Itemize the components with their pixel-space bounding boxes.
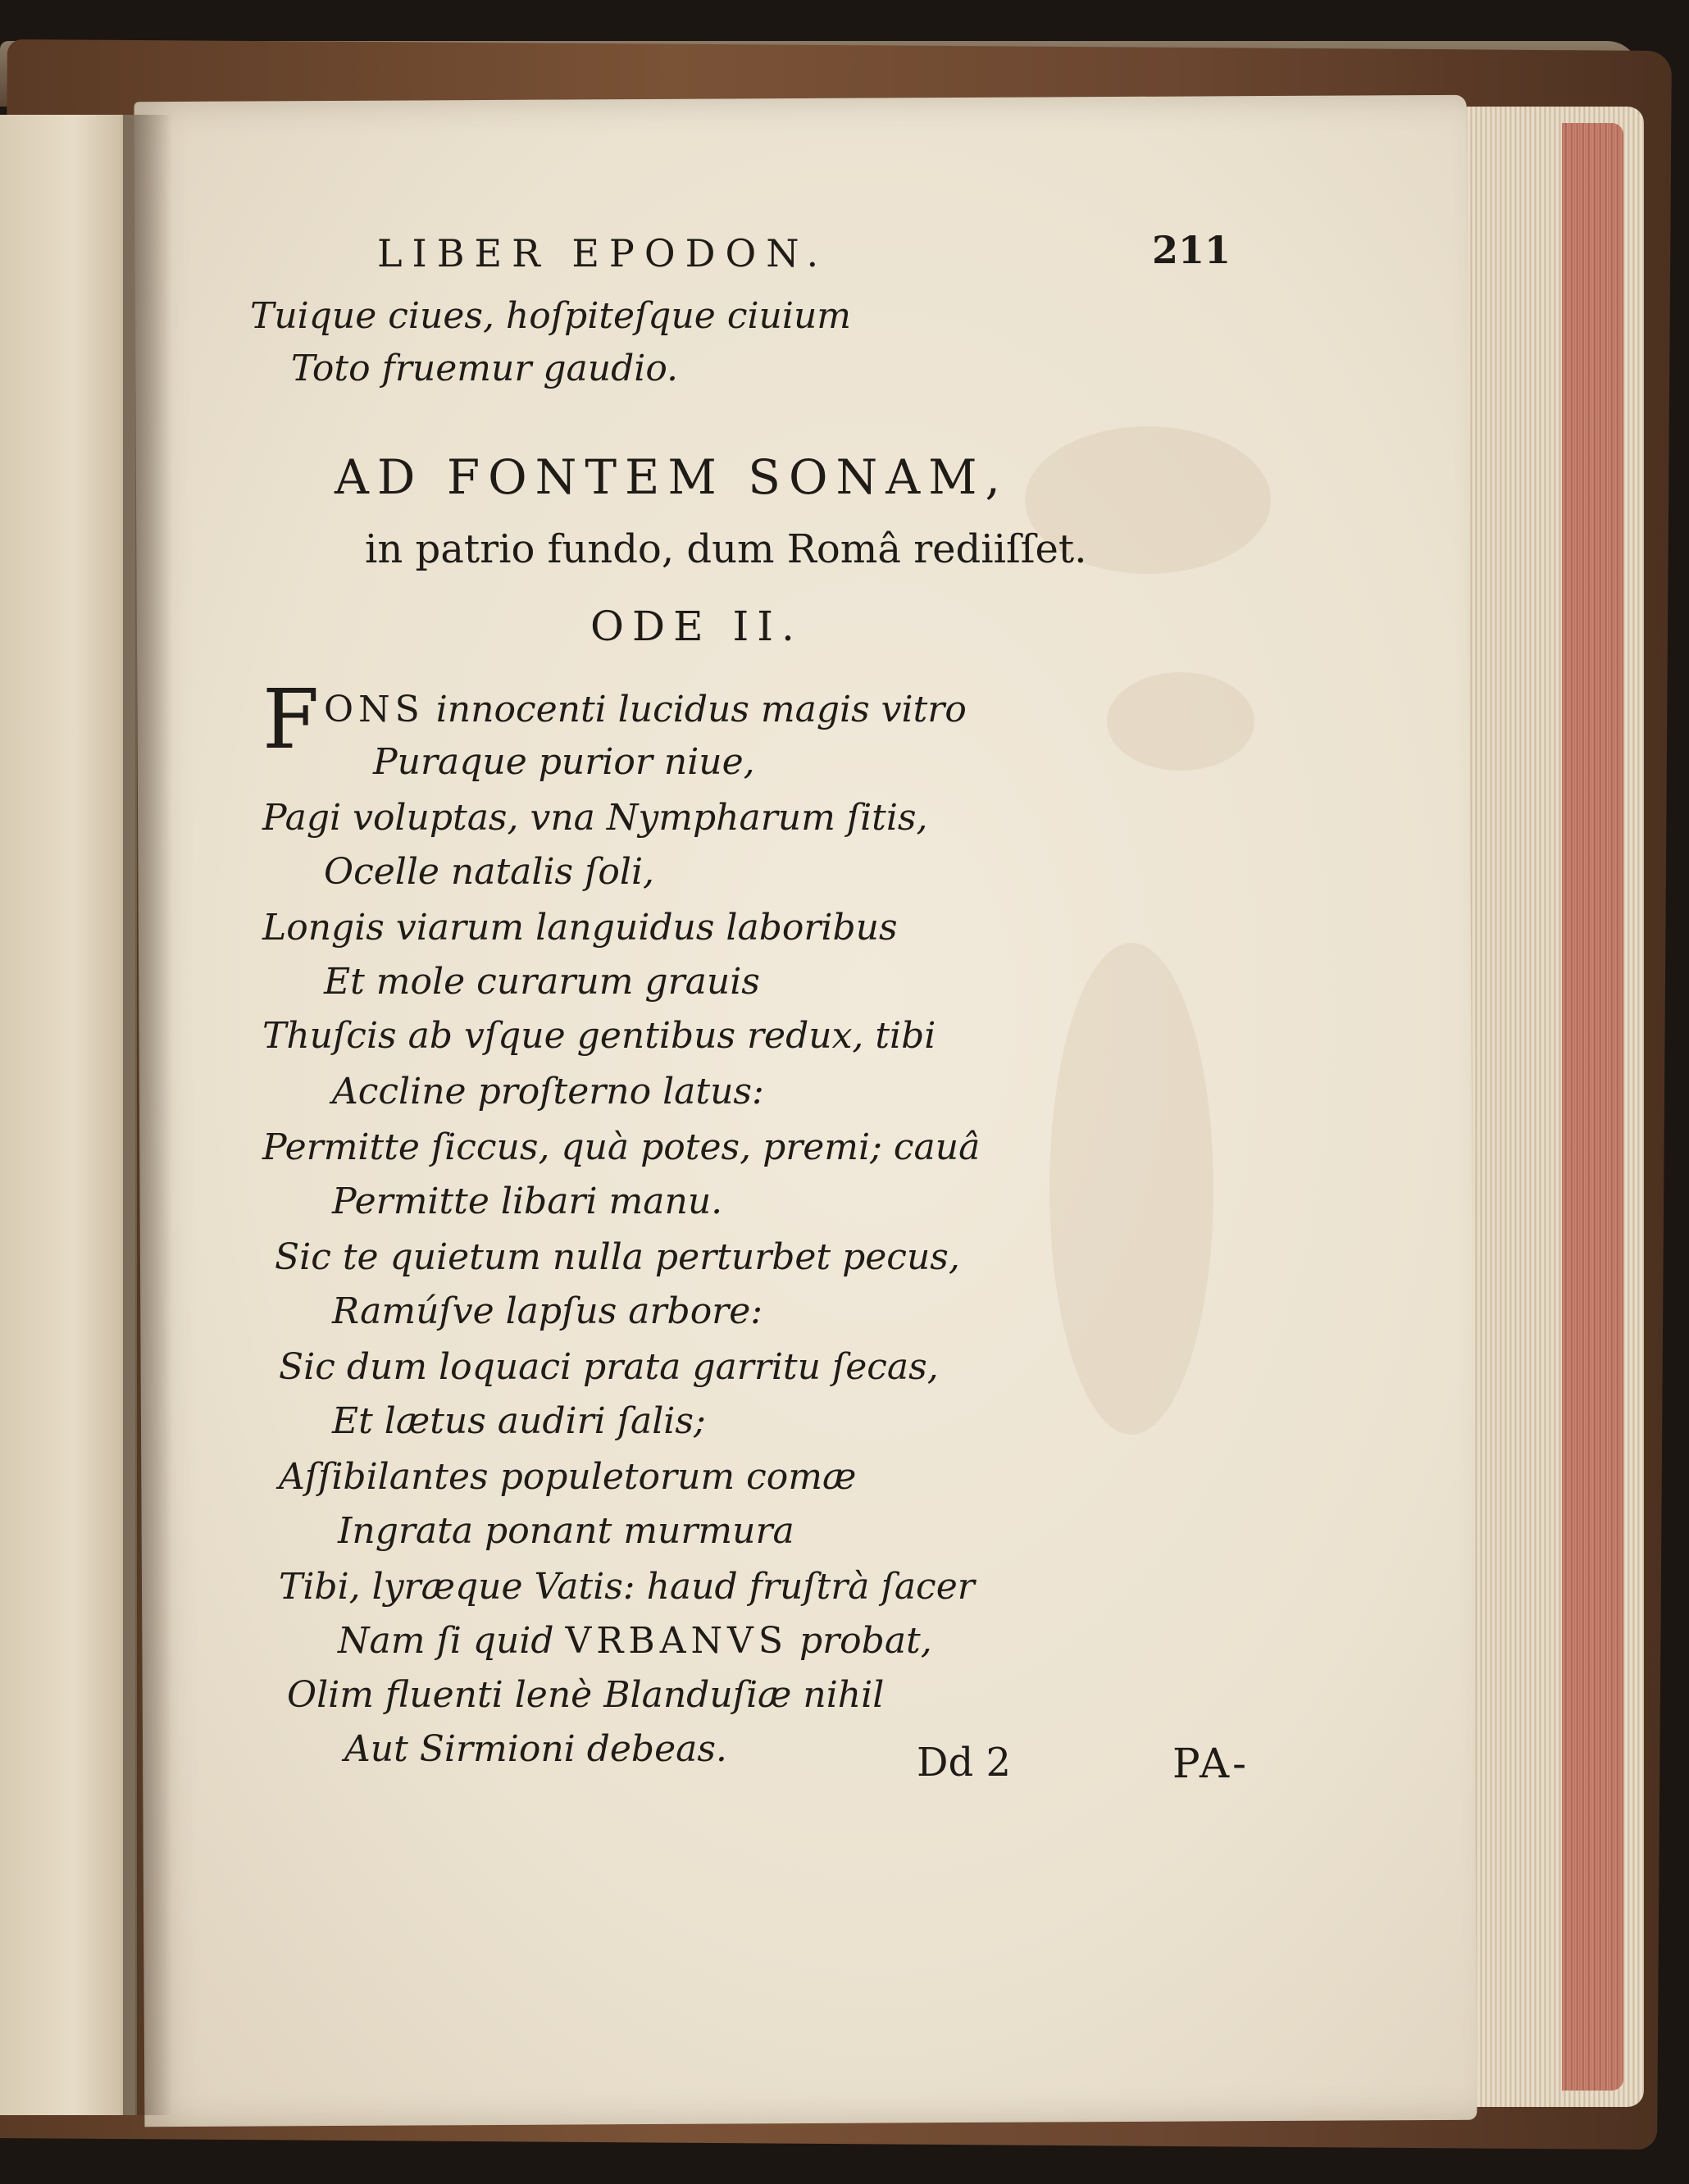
verse-line: Toto fruemur gaudio. [291, 348, 679, 389]
verse-line: Pagi voluptas, vna Nympharum ſitis, [262, 797, 928, 839]
verse-line: Ramúſve lapſus arbore: [332, 1290, 763, 1332]
signature-mark: Dd 2 [917, 1740, 1012, 1786]
poem-subtitle: in patrio fundo, dum Româ rediiſſet. [365, 526, 1087, 572]
verse-line: Sic dum loquaci prata garritu ſecas, [279, 1346, 939, 1388]
verse-line: Sic te quietum nulla perturbet pecus, [275, 1236, 960, 1278]
left-page-edge [0, 115, 137, 2115]
verse-line: Ingrata ponant murmura [338, 1510, 794, 1552]
verse-line: Aut Sirmioni debeas. [344, 1728, 727, 1770]
verse-line: Et mole curarum grauis [324, 961, 760, 1003]
red-sprinkled-edge [1562, 123, 1623, 2091]
verse-line: Accline proſterno latus: [332, 1071, 764, 1112]
verse-line: Et lætus audiri ſalis; [332, 1400, 706, 1442]
verse-line: Tibi, lyræque Vatis: haud fruſtrà ſacer [279, 1566, 975, 1608]
catchword: PA- [1172, 1740, 1250, 1787]
drop-cap-letter: F [262, 671, 320, 767]
page-number: 211 [1152, 228, 1231, 272]
verse-line: Tuique ciues, hoſpiteſque ciuium [250, 295, 852, 337]
verse-line-first [324, 689, 967, 730]
first-word-small-caps: ONS [324, 689, 425, 730]
paper-stain [1049, 943, 1213, 1435]
first-line-rest: innocenti lucidus magis vitro [435, 689, 967, 730]
verse-line: Olim fluenti lenè Blanduſiæ nihil [287, 1674, 885, 1716]
urbanus-after: probat, [799, 1620, 932, 1662]
verse-line-urbanus [338, 1620, 932, 1662]
poem-title: AD FONTEM SONAM, [335, 449, 1008, 505]
urbanus-name: VRBANVS [565, 1620, 788, 1662]
verse-line: Puraque purior niue, [373, 741, 755, 783]
verse-line: Permitte ſiccus, quà potes, premi; cauâ [262, 1126, 981, 1168]
ode-number: ODE II. [590, 603, 803, 650]
verse-line: Longis viarum languidus laboribus [262, 907, 898, 949]
gutter-shadow [123, 115, 172, 2115]
verse-line: Thuſcis ab vſque gentibus redux, tibi [262, 1015, 936, 1057]
verse-line: Aſſibilantes populetorum comæ [279, 1456, 857, 1498]
verse-line: Permitte libari manu. [332, 1181, 723, 1222]
urbanus-before: Nam ſi quid [338, 1620, 554, 1662]
paper-stain [1107, 672, 1254, 771]
running-head: LIBER EPODON. [377, 231, 829, 275]
verse-line: Ocelle natalis ſoli, [324, 851, 655, 893]
